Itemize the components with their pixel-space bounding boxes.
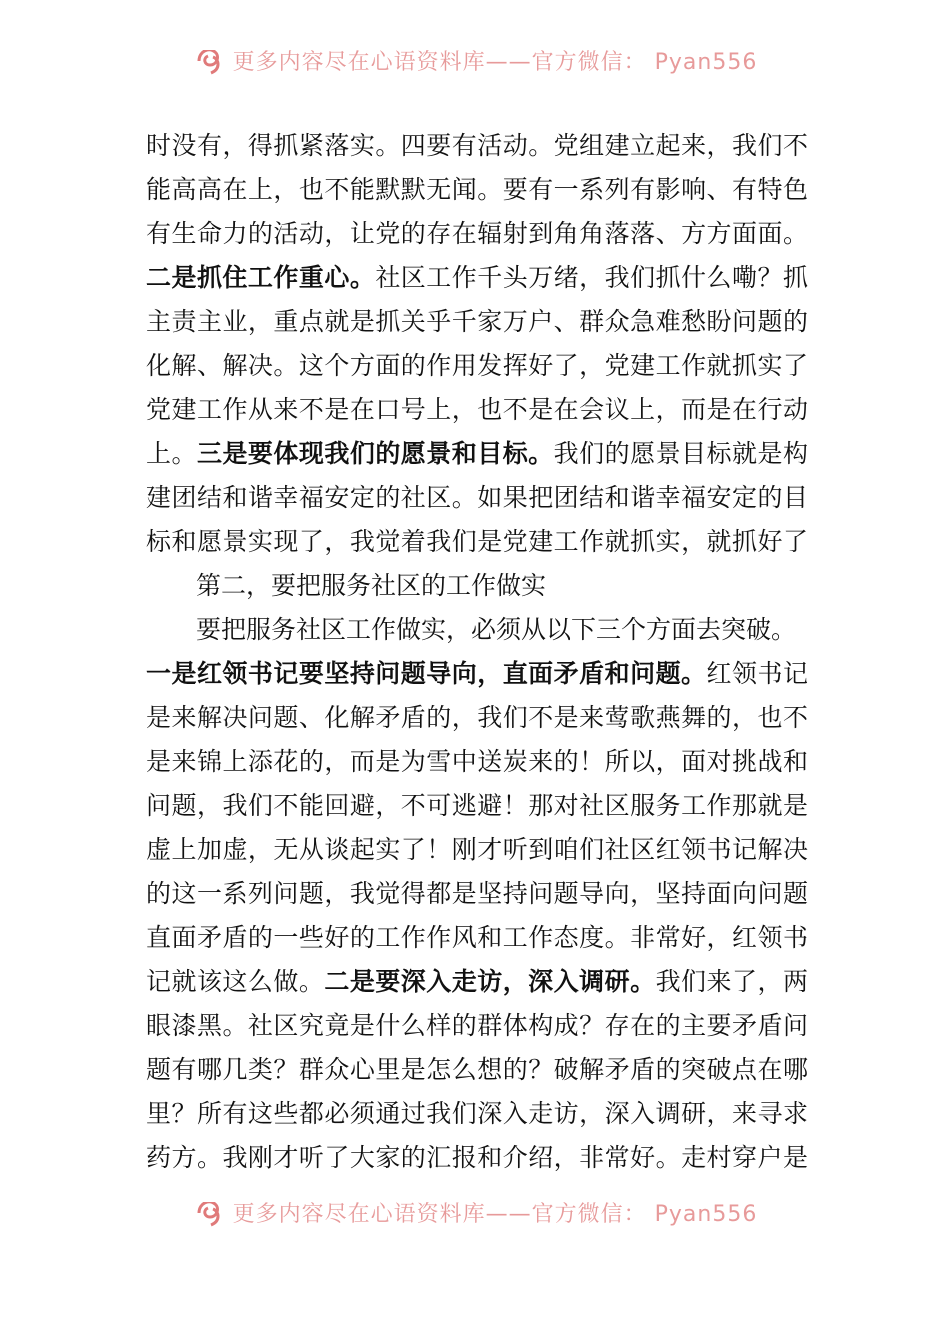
text-span: 记就该这么做。 — [146, 967, 325, 996]
text-line — [146, 256, 808, 300]
text-line: 党建工作从来不是在口号上，也不是在会议上，而是在行动 — [146, 395, 808, 424]
text-line — [146, 652, 808, 696]
text-span: 我们来了，两 — [655, 967, 808, 996]
text-line: 建团结和谐幸福安定的社区。如果把团结和谐幸福安定的目 — [146, 483, 808, 512]
text-line: 问题，我们不能回避，不可逃避！那对社区服务工作那就是 — [146, 791, 808, 820]
brand-logo-icon — [193, 50, 227, 77]
text-span: 社区工作千头万绪，我们抓什么嘞？抓 — [375, 263, 808, 292]
paragraph-start-line: 要把服务社区工作做实，必须从以下三个方面去突破。 — [196, 615, 797, 644]
bold-heading: 二是要深入走访，深入调研。 — [324, 967, 656, 996]
text-line: 里？所有这些都必须通过我们深入走访，深入调研，来寻求 — [146, 1099, 808, 1128]
text-line — [146, 960, 808, 1004]
text-line: 眼漆黑。社区究竟是什么样的群体构成？存在的主要矛盾问 — [146, 1011, 808, 1040]
header-watermark-text: 更多内容尽在心语资料库——官方微信： Pyan556 — [232, 50, 758, 75]
text-span: 上。 — [146, 439, 197, 468]
text-line: 有生命力的活动，让党的存在辐射到角角落落、方方面面。 — [146, 219, 808, 248]
text-line: 药方。我刚才听了大家的汇报和介绍，非常好。走村穿户是 — [146, 1143, 808, 1172]
header-watermark-banner — [0, 50, 950, 90]
section-heading: 第二，要把服务社区的工作做实 — [196, 571, 547, 600]
text-span: 我们的愿景目标就是构 — [553, 439, 808, 468]
text-line: 化解、解决。这个方面的作用发挥好了，党建工作就抓实了 — [146, 351, 808, 380]
bold-heading: 二是抓住工作重心。 — [146, 263, 376, 292]
text-line — [146, 432, 808, 476]
bold-heading: 三是要体现我们的愿景和目标。 — [196, 439, 554, 468]
text-span: 红领书记 — [706, 659, 808, 688]
text-line: 主责主业，重点就是抓关乎千家万户、群众急难愁盼问题的 — [146, 307, 808, 336]
bold-heading: 一是红领书记要坚持问题导向，直面矛盾和问题。 — [146, 659, 707, 688]
brand-logo-icon — [193, 1202, 227, 1229]
text-line: 时没有，得抓紧落实。四要有活动。党组建立起来，我们不 — [146, 131, 808, 160]
text-line: 题有哪几类？群众心里是怎么想的？破解矛盾的突破点在哪 — [146, 1055, 808, 1084]
text-line: 虚上加虚，无从谈起实了！刚才听到咱们社区红领书记解决 — [146, 835, 808, 864]
document-body — [146, 124, 808, 1180]
text-line: 的这一系列问题，我觉得都是坚持问题导向，坚持面向问题 — [146, 879, 808, 908]
text-line: 是来解决问题、化解矛盾的，我们不是来莺歌燕舞的，也不 — [146, 703, 808, 732]
text-line: 标和愿景实现了，我觉着我们是党建工作就抓实，就抓好了 — [146, 527, 808, 556]
footer-watermark-text: 更多内容尽在心语资料库——官方微信： Pyan556 — [232, 1202, 758, 1227]
footer-watermark-banner — [0, 1202, 950, 1242]
text-line: 直面矛盾的一些好的工作作风和工作态度。非常好，红领书 — [146, 923, 808, 952]
text-line: 能高高在上，也不能默默无闻。要有一系列有影响、有特色 — [146, 175, 808, 204]
text-line: 是来锦上添花的，而是为雪中送炭来的！所以，面对挑战和 — [146, 747, 808, 776]
